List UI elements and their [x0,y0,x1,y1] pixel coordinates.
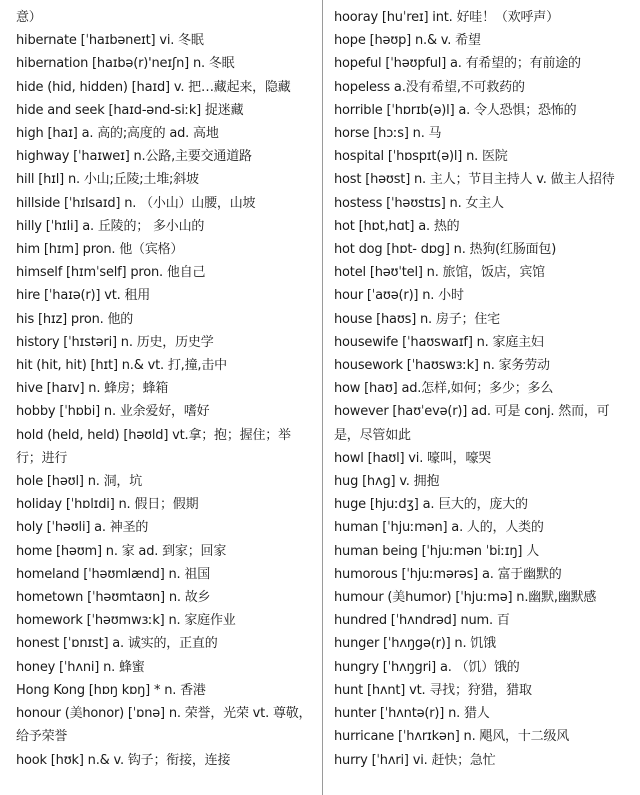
dictionary-entry: house [haʊs] n. 房子；住宅 [334,311,500,327]
dictionary-entry: hopeless a.没有希望,不可救药的 [334,79,525,95]
dictionary-entry: hurricane [ˈhʌrɪkən] n. 飓风，十二级风 [334,729,570,745]
dictionary-entry: hit (hit, hit) [hɪt] n.& vt. 打,撞,击中 [16,358,227,374]
dictionary-entry: hillside [ˈhɪlsaɪd] n. （小山）山腰，山坡 [16,195,256,211]
dictionary-entry: host [həʊst] n. 主人；节目主持人 v. 做主人招待 [334,172,615,188]
dictionary-entry: highway [ˈhaɪweɪ] n.公路,主要交通道路 [16,149,252,165]
dictionary-entry: home [həʊm] n. 家 ad. 到家；回家 [16,543,227,559]
dictionary-entry: humorous [ˈhjuːmərəs] a. 富于幽默的 [334,566,562,582]
dictionary-entry: his [hɪz] pron. 他的 [16,311,134,327]
dictionary-entry: homework [ˈhəʊmwɜːk] n. 家庭作业 [16,613,236,629]
dictionary-entry: 意） [16,10,42,25]
dictionary-entry: hour [ˈaʊə(r)] n. 小时 [334,288,464,304]
dictionary-entry: huge [hjuːdʒ] a. 巨大的，庞大的 [334,497,528,513]
dictionary-entry: hopeful [ˈhəʊpful] a. 有希望的；有前途的 [334,56,581,72]
dictionary-entry: hot [hɒt,hɑt] a. 热的 [334,218,460,234]
dictionary-entry: horse [hɔːs] n. 马 [334,126,442,142]
dictionary-entry: hill [hɪl] n. 小山;丘陵;土堆;斜坡 [16,172,199,188]
dictionary-entry: history [ˈhɪstəri] n. 历史，历史学 [16,334,214,350]
dictionary-entry: how [haʊ] ad.怎样,如何；多少；多么 [334,381,554,397]
dictionary-entry: honey [ˈhʌni] n. 蜂蜜 [16,659,145,675]
dictionary-entry: honour (美honor) [ˈɒnə] n. 荣誉，光荣 vt. 尊敬，给予荣誉 [16,706,312,745]
column-divider [322,0,323,795]
dictionary-entry: hole [həʊl] n. 洞，坑 [16,474,142,490]
dictionary-entry: high [haɪ] a. 高的;高度的 ad. 高地 [16,126,219,142]
dictionary-entry: hotel [həʊˈtel] n. 旅馆，饭店，宾馆 [334,265,545,281]
dictionary-entry: hunter [ˈhʌntə(r)] n. 猎人 [334,706,490,722]
dictionary-entry: hungry [ˈhʌŋgri] a. （饥）饿的 [334,659,520,675]
left-column [16,6,314,772]
dictionary-entry: hostess [ˈhəʊstɪs] n. 女主人 [334,195,504,211]
dictionary-entry: hobby [ˈhɒbi] n. 业余爱好，嗜好 [16,404,210,420]
dictionary-entry: housewife [ˈhaʊswaɪf] n. 家庭主妇 [334,334,544,350]
dictionary-entry: hooray [huˈreɪ] int. 好哇！（欢呼声） [334,10,559,25]
dictionary-entry: hospital [ˈhɒspɪt(ə)l] n. 医院 [334,149,508,165]
dictionary-entry: hot dog [hɒt- dɒg] n. 热狗(红肠面包) [334,242,557,258]
dictionary-entry: hometown [ˈhəʊmtaʊn] n. 故乡 [16,590,211,606]
dictionary-entry: hibernation [haɪbə(r)'neɪʃn] n. 冬眠 [16,56,235,72]
dictionary-entry: hunt [hʌnt] vt. 寻找；狩猎，猎取 [334,682,532,698]
dictionary-entry: hide (hid, hidden) [haɪd] v. 把…藏起来，隐藏 [16,79,291,95]
dictionary-entry: holy [ˈhəʊli] a. 神圣的 [16,520,149,536]
dictionary-entry: hive [haɪv] n. 蜂房；蜂箱 [16,381,169,397]
dictionary-entry: however [haʊˈevə(r)] ad. 可是 conj. 然而，可是，尽管如此 [334,404,610,443]
dictionary-entry: human [ˈhjuːmən] a. 人的，人类的 [334,520,544,536]
dictionary-entry: him [hɪm] pron. 他（宾格） [16,242,184,258]
dictionary-entry: hunger [ˈhʌŋgə(r)] n. 饥饿 [334,636,496,652]
dictionary-entry: holiday [ˈhɒlɪdi] n. 假日；假期 [16,497,199,513]
dictionary-entry: hook [hʊk] n.& v. 钩子；衔接，连接 [16,752,231,768]
dictionary-entry: hope [həʊp] n.& v. 希望 [334,33,481,49]
right-column [334,6,630,772]
dictionary-entry: Hong Kong [hɒŋ kɒŋ] * n. 香港 [16,682,206,698]
dictionary-entry: hilly [ˈhɪli] a. 丘陵的； 多小山的 [16,218,205,234]
dictionary-entry: homeland [ˈhəʊmlænd] n. 祖国 [16,566,211,582]
dictionary-entry: hug [hʌg] v. 拥抱 [334,474,440,490]
dictionary-entry: horrible [ˈhɒrɪb(ə)l] a. 令人恐惧；恐怖的 [334,102,577,118]
dictionary-entry: honest [ˈɒnɪst] a. 诚实的，正直的 [16,636,218,652]
dictionary-entry: housework [ˈhaʊswɜːk] n. 家务劳动 [334,358,550,374]
dictionary-entry: howl [haʊl] vi. 嚎叫，嚎哭 [334,450,492,466]
dictionary-entry: hurry [ˈhʌri] vi. 赶快；急忙 [334,752,496,768]
dictionary-entry: hundred [ˈhʌndrəd] num. 百 [334,613,510,629]
dictionary-entry: hire [ˈhaɪə(r)] vt. 租用 [16,288,151,304]
dictionary-entry: human being [ˈhjuːmən ˈbiːɪŋ] 人 [334,543,540,559]
dictionary-entry: hibernate [ˈhaɪbəneɪt] vi. 冬眠 [16,33,204,49]
dictionary-entry: himself [hɪmˈself] pron. 他自己 [16,265,206,281]
dictionary-entry: hide and seek [haɪd-ənd-siːk] 捉迷藏 [16,102,244,118]
dictionary-entry: humour (美humor) [ˈhjuːmə] n.幽默,幽默感 [334,590,597,606]
dictionary-entry: hold (held, held) [həʊld] vt.拿；抱；握住；举行；进行 [16,427,291,466]
